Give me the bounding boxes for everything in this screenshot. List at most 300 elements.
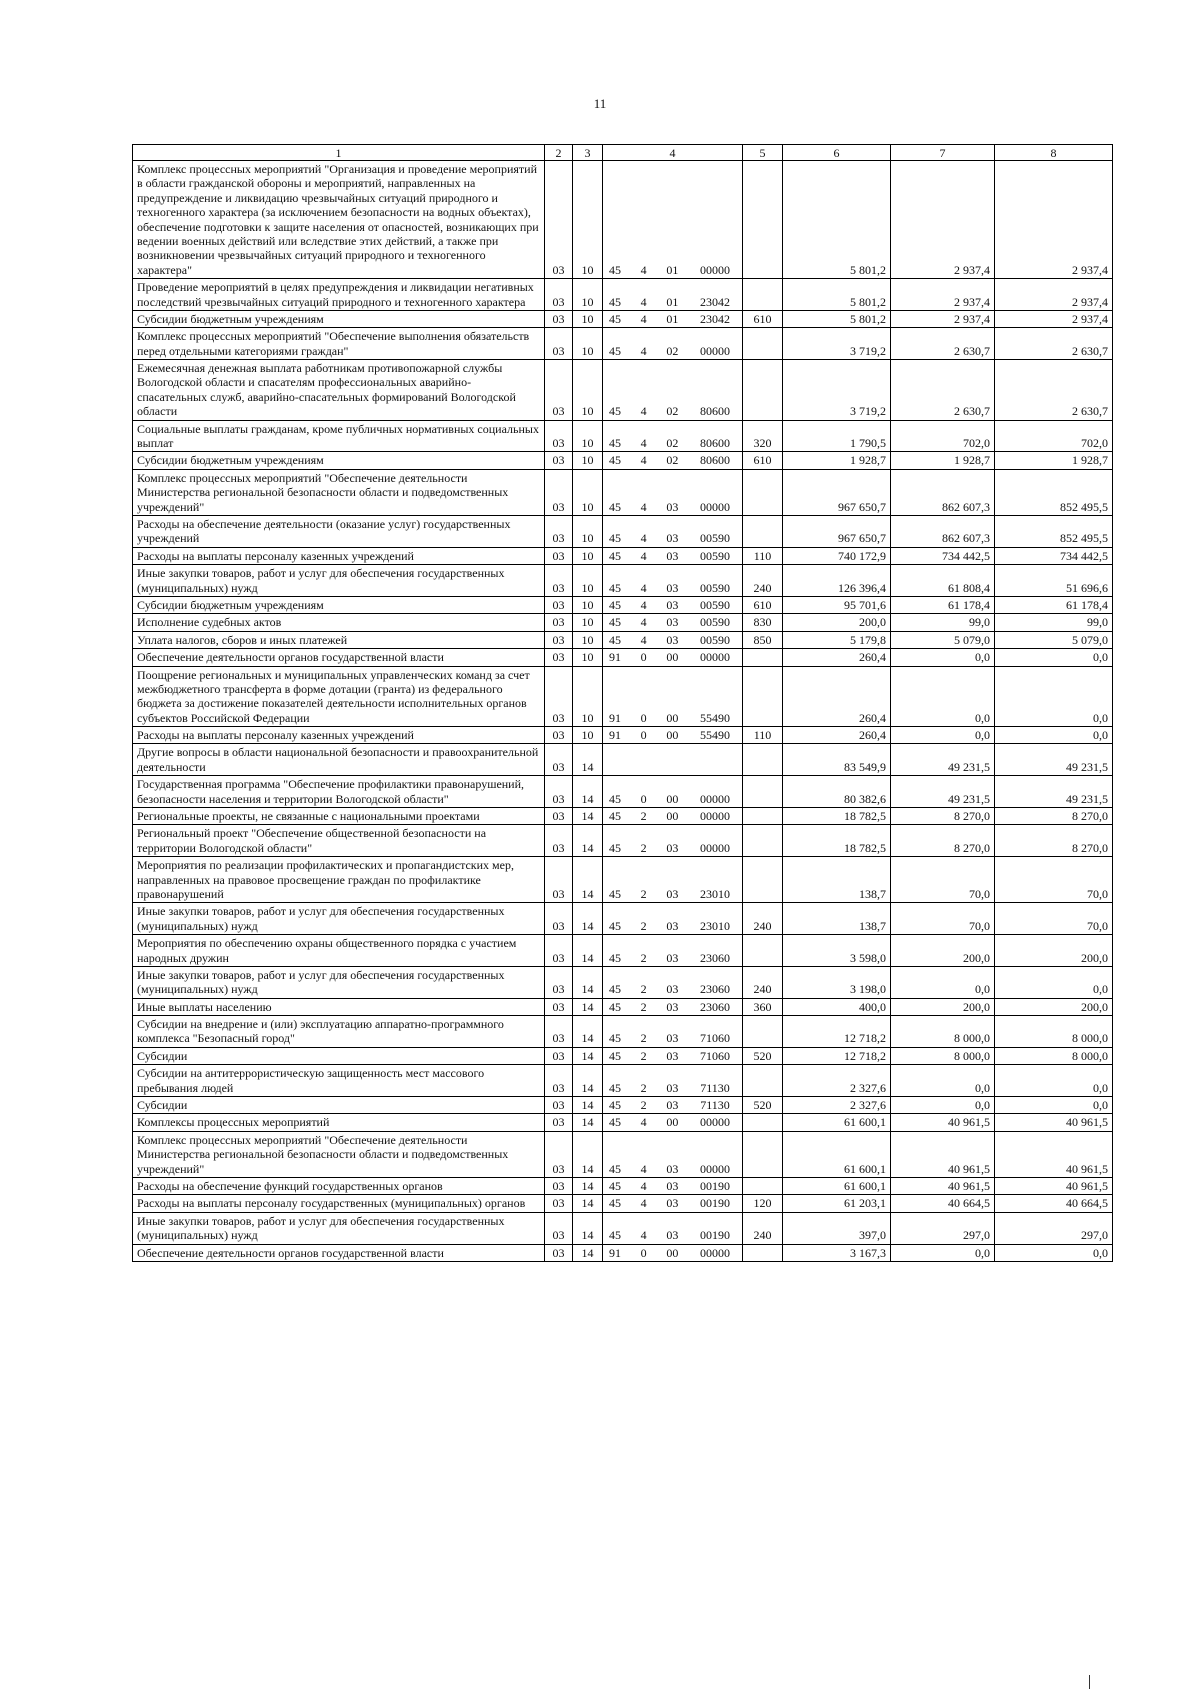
amount-col8: 49 231,5 — [995, 776, 1113, 808]
subsection-code: 10 — [573, 161, 603, 279]
amount-col6: 5 179,8 — [783, 631, 891, 648]
target-code-part: 4 — [640, 262, 647, 277]
row-name: Расходы на обеспечение функций государственных органов — [133, 1178, 545, 1195]
header-row — [133, 145, 1113, 161]
row-name: Комплекс процессных мероприятий "Организация и проведение мероприятий в области гражданской обороны и мероприятий, направленных на предупреждение и ликвидацию чрезвычайных ситуаций природного и техногенного характера (за исключением безопасности на водных объектах), обеспечение подготовки к защите населения от опасностей, возникающих при ведении военных действий или вследствие этих действий, а также при возникновении чрезвычайных ситуаций природного и техногенного характера" — [133, 161, 545, 279]
target-code-part: 03 — [666, 999, 679, 1014]
subsection-code: 14 — [573, 825, 603, 857]
target-article-code — [603, 631, 743, 648]
target-article-code — [603, 1195, 743, 1212]
target-code-part: 03 — [666, 840, 679, 855]
amount-col6: 61 203,1 — [783, 1195, 891, 1212]
target-code-part: 45 — [609, 1080, 621, 1095]
table-row — [133, 1178, 1113, 1195]
target-code-part: 91 — [609, 728, 621, 743]
target-code-part: 0 — [640, 728, 647, 743]
target-code-part: 45 — [609, 548, 621, 563]
row-name: Субсидии — [133, 1047, 545, 1064]
target-code-part: 80600 — [699, 404, 730, 419]
target-code-part: 01 — [666, 262, 679, 277]
target-code-part: 45 — [609, 294, 621, 309]
target-code-part: 91 — [609, 710, 621, 725]
row-name: Субсидии бюджетным учреждениям — [133, 596, 545, 613]
expense-type-code: 110 — [743, 547, 783, 564]
subsection-code: 14 — [573, 808, 603, 825]
row-name: Иные закупки товаров, работ и услуг для обеспечения государственных (муниципальных) нужд — [133, 966, 545, 998]
amount-col8: 40 961,5 — [995, 1131, 1113, 1177]
target-code-part: 0 — [640, 650, 647, 665]
row-name: Иные выплаты населению — [133, 998, 545, 1015]
column-header-1: 1 — [133, 145, 545, 161]
target-code-part: 00 — [666, 1245, 679, 1260]
table-row — [133, 360, 1113, 421]
amount-col8: 2 937,4 — [995, 161, 1113, 279]
section-code: 03 — [545, 998, 573, 1015]
amount-col7: 8 000,0 — [891, 1047, 995, 1064]
target-code-part: 45 — [609, 531, 621, 546]
column-header-6: 6 — [783, 145, 891, 161]
target-code-part: 03 — [666, 1080, 679, 1095]
target-article-code — [603, 614, 743, 631]
section-code: 03 — [545, 452, 573, 469]
section-code: 03 — [545, 565, 573, 597]
amount-col6: 18 782,5 — [783, 808, 891, 825]
subsection-code: 14 — [573, 1131, 603, 1177]
target-code-part: 45 — [609, 262, 621, 277]
section-code: 03 — [545, 727, 573, 744]
section-code: 03 — [545, 1097, 573, 1114]
subsection-code: 14 — [573, 776, 603, 808]
amount-col6: 2 327,6 — [783, 1065, 891, 1097]
table-row — [133, 857, 1113, 903]
subsection-code: 10 — [573, 547, 603, 564]
target-article-code — [603, 547, 743, 564]
table-row — [133, 1212, 1113, 1244]
target-code-part: 2 — [640, 982, 647, 997]
amount-col6: 61 600,1 — [783, 1114, 891, 1131]
amount-col8: 200,0 — [995, 935, 1113, 967]
amount-col7: 734 442,5 — [891, 547, 995, 564]
table-row — [133, 998, 1113, 1015]
target-code-part: 71130 — [700, 1080, 730, 1095]
target-code-part: 71060 — [699, 1031, 730, 1046]
row-name: Иные закупки товаров, работ и услуг для обеспечения государственных (муниципальных) нужд — [133, 565, 545, 597]
target-code-part: 23010 — [699, 918, 730, 933]
section-code: 03 — [545, 857, 573, 903]
amount-col7: 0,0 — [891, 1065, 995, 1097]
amount-col8: 2 630,7 — [995, 360, 1113, 421]
target-article-code — [603, 161, 743, 279]
target-code-part: 03 — [666, 548, 679, 563]
target-article-code — [603, 903, 743, 935]
table-row — [133, 614, 1113, 631]
row-name: Комплексы процессных мероприятий — [133, 1114, 545, 1131]
subsection-code: 10 — [573, 596, 603, 613]
table-row — [133, 161, 1113, 279]
amount-col7: 0,0 — [891, 1097, 995, 1114]
subsection-code: 14 — [573, 903, 603, 935]
amount-col8: 8 000,0 — [995, 1016, 1113, 1048]
row-name: Другие вопросы в области национальной безопасности и правоохранительной деятельности — [133, 744, 545, 776]
target-code-part: 03 — [666, 1048, 679, 1063]
table-row — [133, 515, 1113, 547]
target-code-part: 00590 — [699, 548, 730, 563]
amount-col6: 967 650,7 — [783, 469, 891, 515]
section-code: 03 — [545, 420, 573, 452]
target-code-part: 2 — [640, 1098, 647, 1113]
amount-col8: 5 079,0 — [995, 631, 1113, 648]
row-name: Государственная программа "Обеспечение профилактики правонарушений, безопасности населения и территории Вологодской области" — [133, 776, 545, 808]
subsection-code: 10 — [573, 279, 603, 311]
amount-col8: 734 442,5 — [995, 547, 1113, 564]
amount-col8: 0,0 — [995, 1097, 1113, 1114]
row-name: Исполнение судебных актов — [133, 614, 545, 631]
target-article-code — [603, 998, 743, 1015]
amount-col6: 61 600,1 — [783, 1178, 891, 1195]
row-name: Обеспечение деятельности органов государственной власти — [133, 1244, 545, 1261]
target-code-part: 45 — [609, 1228, 621, 1243]
amount-col7: 200,0 — [891, 998, 995, 1015]
target-code-part: 45 — [609, 918, 621, 933]
row-name: Мероприятия по реализации профилактических и пропагандистских мер, направленных на правовое просвещение граждан по профилактике правонарушений — [133, 857, 545, 903]
target-code-part: 4 — [640, 1161, 647, 1176]
expense-type-code — [743, 649, 783, 666]
target-code-part: 03 — [666, 597, 679, 612]
expense-type-code: 850 — [743, 631, 783, 648]
expense-type-code — [743, 1016, 783, 1048]
target-code-part: 03 — [666, 1031, 679, 1046]
subsection-code: 14 — [573, 1016, 603, 1048]
target-article-code — [603, 744, 743, 776]
target-code-part: 91 — [609, 1245, 621, 1260]
amount-col7: 0,0 — [891, 649, 995, 666]
table-row — [133, 666, 1113, 727]
amount-col6: 3 198,0 — [783, 966, 891, 998]
target-code-part: 03 — [666, 1196, 679, 1211]
column-header-7: 7 — [891, 145, 995, 161]
section-code: 03 — [545, 614, 573, 631]
amount-col8: 852 495,5 — [995, 515, 1113, 547]
target-code-part: 00 — [666, 1115, 679, 1130]
amount-col7: 2 937,4 — [891, 279, 995, 311]
amount-col6: 18 782,5 — [783, 825, 891, 857]
amount-col6: 3 598,0 — [783, 935, 891, 967]
table-row — [133, 649, 1113, 666]
target-code-part: 4 — [640, 436, 647, 451]
target-article-code — [603, 966, 743, 998]
target-article-code — [603, 825, 743, 857]
target-code-part: 4 — [640, 343, 647, 358]
target-code-part: 00000 — [699, 1115, 730, 1130]
target-code-part: 03 — [666, 950, 679, 965]
amount-col8: 0,0 — [995, 649, 1113, 666]
section-code: 03 — [545, 328, 573, 360]
page-mark — [1089, 1675, 1090, 1689]
amount-col8: 2 937,4 — [995, 279, 1113, 311]
target-code-part: 45 — [609, 1196, 621, 1211]
target-code-part: 00590 — [699, 580, 730, 595]
table-row — [133, 1114, 1113, 1131]
table-row — [133, 1131, 1113, 1177]
target-code-part: 00590 — [699, 615, 730, 630]
amount-col7: 2 630,7 — [891, 360, 995, 421]
subsection-code: 14 — [573, 1047, 603, 1064]
target-code-part: 55490 — [699, 728, 730, 743]
table-row — [133, 420, 1113, 452]
column-header-3: 3 — [573, 145, 603, 161]
row-name: Расходы на выплаты персоналу казенных учреждений — [133, 547, 545, 564]
table-row — [133, 1195, 1113, 1212]
expense-type-code: 360 — [743, 998, 783, 1015]
section-code: 03 — [545, 310, 573, 327]
section-code: 03 — [545, 1131, 573, 1177]
table-row — [133, 565, 1113, 597]
subsection-code: 10 — [573, 360, 603, 421]
target-code-part: 2 — [640, 886, 647, 901]
target-code-part: 45 — [609, 886, 621, 901]
section-code: 03 — [545, 631, 573, 648]
target-code-part: 02 — [666, 404, 679, 419]
expense-type-code: 240 — [743, 565, 783, 597]
subsection-code: 14 — [573, 857, 603, 903]
subsection-code: 14 — [573, 1178, 603, 1195]
target-code-part: 00 — [666, 728, 679, 743]
amount-col6: 260,4 — [783, 666, 891, 727]
section-code: 03 — [545, 825, 573, 857]
subsection-code: 10 — [573, 666, 603, 727]
target-code-part: 0 — [640, 710, 647, 725]
target-code-part: 2 — [640, 809, 647, 824]
row-name: Комплекс процессных мероприятий "Обеспечение деятельности Министерства региональной безопасности области и подведомственных учреждений" — [133, 469, 545, 515]
target-code-part: 03 — [666, 499, 679, 514]
row-name: Иные закупки товаров, работ и услуг для обеспечения государственных (муниципальных) нужд — [133, 1212, 545, 1244]
table-row — [133, 631, 1113, 648]
amount-col7: 2 937,4 — [891, 310, 995, 327]
row-name: Обеспечение деятельности органов государственной власти — [133, 649, 545, 666]
amount-col7: 8 270,0 — [891, 808, 995, 825]
target-code-part: 2 — [640, 918, 647, 933]
amount-col6: 83 549,9 — [783, 744, 891, 776]
target-code-part: 00 — [666, 791, 679, 806]
row-name: Комплекс процессных мероприятий "Обеспечение выполнения обязательств перед отдельными категориями граждан" — [133, 328, 545, 360]
target-code-part: 4 — [640, 1115, 647, 1130]
target-code-part: 4 — [640, 1196, 647, 1211]
target-code-part: 00 — [666, 710, 679, 725]
target-code-part: 23060 — [699, 982, 730, 997]
amount-col8: 8 270,0 — [995, 825, 1113, 857]
target-code-part: 00590 — [699, 632, 730, 647]
amount-col6: 80 382,6 — [783, 776, 891, 808]
amount-col8: 702,0 — [995, 420, 1113, 452]
target-article-code — [603, 935, 743, 967]
target-code-part: 45 — [609, 1048, 621, 1063]
target-code-part: 2 — [640, 1048, 647, 1063]
target-article-code — [603, 420, 743, 452]
section-code: 03 — [545, 515, 573, 547]
table-row — [133, 808, 1113, 825]
target-code-part: 23042 — [699, 294, 730, 309]
section-code: 03 — [545, 360, 573, 421]
table-row — [133, 469, 1113, 515]
amount-col7: 862 607,3 — [891, 515, 995, 547]
target-code-part: 00000 — [699, 499, 730, 514]
subsection-code: 10 — [573, 614, 603, 631]
expense-type-code: 610 — [743, 310, 783, 327]
section-code: 03 — [545, 279, 573, 311]
amount-col8: 51 696,6 — [995, 565, 1113, 597]
row-name: Региональный проект "Обеспечение общественной безопасности на территории Вологодской области" — [133, 825, 545, 857]
expense-type-code — [743, 857, 783, 903]
target-code-part: 45 — [609, 1031, 621, 1046]
target-code-part: 2 — [640, 999, 647, 1014]
amount-col8: 200,0 — [995, 998, 1113, 1015]
amount-col6: 61 600,1 — [783, 1131, 891, 1177]
target-article-code — [603, 1065, 743, 1097]
amount-col7: 0,0 — [891, 1244, 995, 1261]
section-code: 03 — [545, 161, 573, 279]
target-code-part: 00190 — [699, 1179, 730, 1193]
target-article-code — [603, 1016, 743, 1048]
target-article-code — [603, 596, 743, 613]
table-row — [133, 966, 1113, 998]
amount-col7: 1 928,7 — [891, 452, 995, 469]
subsection-code: 10 — [573, 420, 603, 452]
target-code-part: 03 — [666, 1228, 679, 1243]
expense-type-code — [743, 515, 783, 547]
amount-col6: 967 650,7 — [783, 515, 891, 547]
target-code-part: 00000 — [699, 262, 730, 277]
row-name: Уплата налогов, сборов и иных платежей — [133, 631, 545, 648]
target-code-part: 45 — [609, 1161, 621, 1176]
target-code-part: 45 — [609, 840, 621, 855]
amount-col8: 2 937,4 — [995, 310, 1113, 327]
target-code-part: 03 — [666, 580, 679, 595]
target-code-part: 45 — [609, 791, 621, 806]
section-code: 03 — [545, 776, 573, 808]
target-article-code — [603, 1212, 743, 1244]
subsection-code: 14 — [573, 1065, 603, 1097]
column-header-5: 5 — [743, 145, 783, 161]
target-code-part: 45 — [609, 404, 621, 419]
target-code-part: 00 — [666, 650, 679, 665]
target-article-code — [603, 310, 743, 327]
budget-table — [132, 144, 1113, 1262]
expense-type-code — [743, 1114, 783, 1131]
target-article-code — [603, 469, 743, 515]
section-code: 03 — [545, 1065, 573, 1097]
target-article-code — [603, 776, 743, 808]
target-code-part: 01 — [666, 311, 679, 326]
amount-col6: 260,4 — [783, 649, 891, 666]
target-code-part: 03 — [666, 886, 679, 901]
target-code-part: 4 — [640, 580, 647, 595]
section-code: 03 — [545, 1047, 573, 1064]
target-code-part: 23042 — [699, 311, 730, 326]
column-header-4: 4 — [603, 145, 743, 161]
target-code-part: 00000 — [699, 840, 730, 855]
subsection-code: 10 — [573, 469, 603, 515]
target-article-code — [603, 515, 743, 547]
amount-col8: 8 270,0 — [995, 808, 1113, 825]
table-row — [133, 935, 1113, 967]
table-row — [133, 1244, 1113, 1261]
target-code-part: 00190 — [699, 1228, 730, 1243]
amount-col6: 2 327,6 — [783, 1097, 891, 1114]
row-name: Субсидии бюджетным учреждениям — [133, 452, 545, 469]
amount-col6: 3 719,2 — [783, 328, 891, 360]
expense-type-code: 610 — [743, 596, 783, 613]
row-name: Расходы на обеспечение деятельности (оказание услуг) государственных учреждений — [133, 515, 545, 547]
target-code-part: 45 — [609, 580, 621, 595]
section-code: 03 — [545, 1114, 573, 1131]
target-code-part: 45 — [609, 436, 621, 451]
row-name: Субсидии бюджетным учреждениям — [133, 310, 545, 327]
target-code-part: 4 — [640, 615, 647, 630]
section-code: 03 — [545, 469, 573, 515]
target-code-part: 23060 — [699, 999, 730, 1014]
target-code-part: 45 — [609, 343, 621, 358]
row-name: Комплекс процессных мероприятий "Обеспечение деятельности Министерства региональной безопасности области и подведомственных учреждений" — [133, 1131, 545, 1177]
expense-type-code: 520 — [743, 1047, 783, 1064]
expense-type-code — [743, 1131, 783, 1177]
amount-col8: 99,0 — [995, 614, 1113, 631]
target-code-part: 00190 — [699, 1196, 730, 1211]
target-code-part: 00590 — [699, 531, 730, 546]
section-code: 03 — [545, 808, 573, 825]
expense-type-code — [743, 1178, 783, 1195]
amount-col8: 0,0 — [995, 966, 1113, 998]
table-row — [133, 727, 1113, 744]
expense-type-code: 320 — [743, 420, 783, 452]
target-article-code — [603, 1114, 743, 1131]
subsection-code: 14 — [573, 1244, 603, 1261]
amount-col8: 40 961,5 — [995, 1178, 1113, 1195]
amount-col8: 61 178,4 — [995, 596, 1113, 613]
amount-col7: 297,0 — [891, 1212, 995, 1244]
expense-type-code — [743, 360, 783, 421]
amount-col7: 5 079,0 — [891, 631, 995, 648]
expense-type-code: 240 — [743, 903, 783, 935]
target-code-part: 03 — [666, 982, 679, 997]
amount-col7: 862 607,3 — [891, 469, 995, 515]
target-article-code — [603, 1178, 743, 1195]
section-code: 03 — [545, 1244, 573, 1261]
section-code: 03 — [545, 649, 573, 666]
target-article-code — [603, 666, 743, 727]
target-code-part: 4 — [640, 294, 647, 309]
target-code-part: 01 — [666, 294, 679, 309]
subsection-code: 14 — [573, 1212, 603, 1244]
amount-col6: 126 396,4 — [783, 565, 891, 597]
row-name: Поощрение региональных и муниципальных управленческих команд за счет межбюджетного трансферта в форме дотации (гранта) из федерального бюджета за достижение показателей деятельности исполнительных органов субъектов Российской Федерации — [133, 666, 545, 727]
target-code-part: 80600 — [699, 436, 730, 451]
target-code-part: 00590 — [699, 597, 730, 612]
target-article-code — [603, 1131, 743, 1177]
expense-type-code: 120 — [743, 1195, 783, 1212]
target-code-part: 00000 — [699, 809, 730, 824]
row-name: Субсидии на антитеррористическую защищенность мест массового пребывания людей — [133, 1065, 545, 1097]
amount-col6: 200,0 — [783, 614, 891, 631]
expense-type-code — [743, 776, 783, 808]
subsection-code: 10 — [573, 452, 603, 469]
row-name: Иные закупки товаров, работ и услуг для обеспечения государственных (муниципальных) нужд — [133, 903, 545, 935]
target-code-part: 00 — [666, 809, 679, 824]
subsection-code: 10 — [573, 565, 603, 597]
target-code-part: 03 — [666, 1179, 679, 1193]
row-name: Расходы на выплаты персоналу государственных (муниципальных) органов — [133, 1195, 545, 1212]
table-row — [133, 744, 1113, 776]
amount-col7: 2 630,7 — [891, 328, 995, 360]
